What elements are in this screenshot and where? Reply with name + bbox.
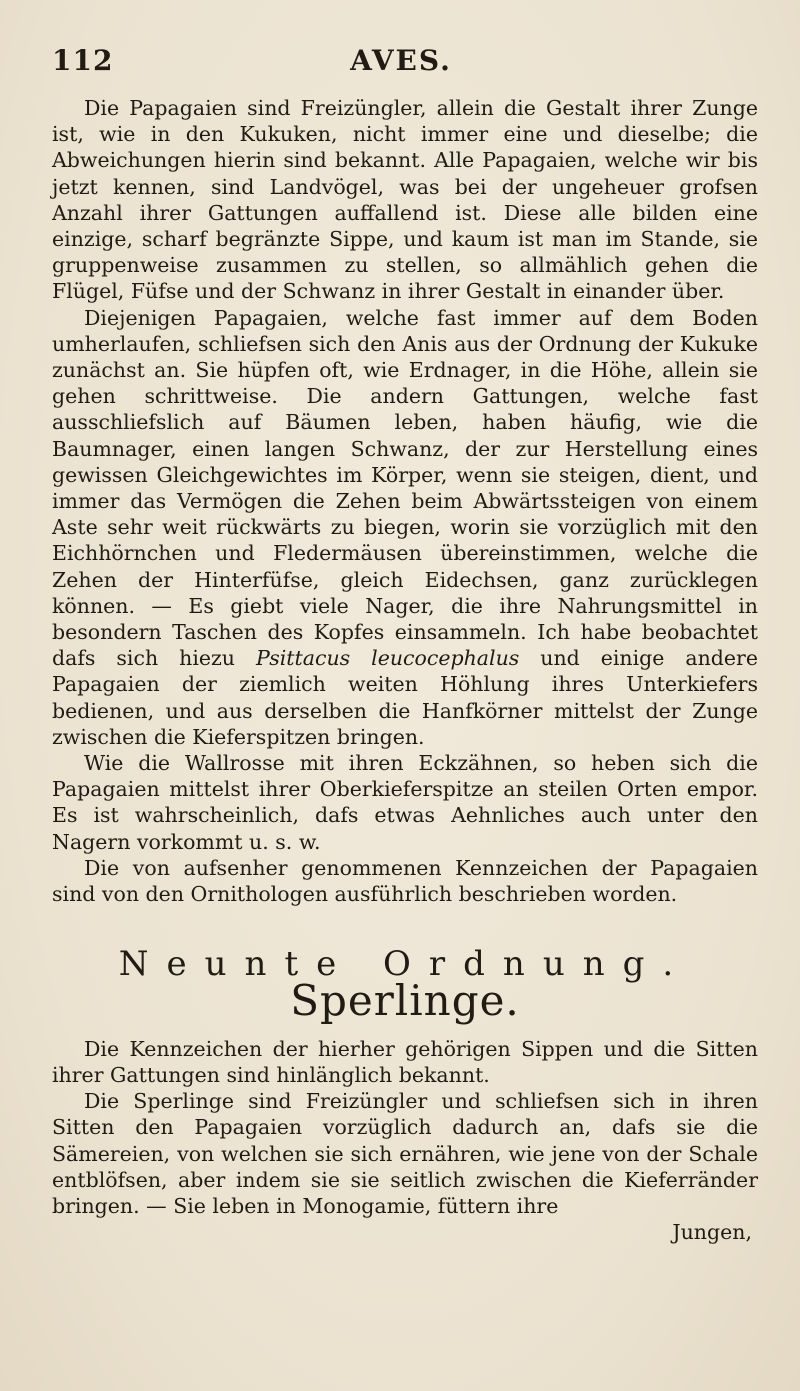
order-heading: Neunte Ordnung. (118, 944, 692, 985)
page-header (46, 44, 756, 84)
page-number: 112 (52, 44, 114, 77)
body-text (52, 95, 758, 1245)
paragraph-papagaien-boden (52, 305, 758, 750)
paragraph-text: und einige andere Papagaien der ziemlich weiten Höhlung ihres Unterkiefers bedienen, und aus derselben die Hanfkörner mittelst der Zunge zwischen die Kieferspitzen bringen. (52, 646, 758, 749)
running-head: AVES. (350, 44, 452, 77)
paragraph-text: Diejenigen Papagaien, welche fast immer auf dem Boden umherlaufen, schliefsen sich den Anis aus der Ordnung der Kukuke zunächst an. Sie hüpfen oft, wie Erdnager, in die Höhe, allein sie gehen schrittweise. Die andern Gattungen, welche fast ausschliefslich auf Bäumen leben, haben häufig, wie die Baumnager, einen langen Schwanz, der zur Herstellung eines gewissen Gleichgewichtes im Körper, wenn sie steigen, dient, und immer das Vermögen die Zehen beim Abwärtssteigen von einem Aste sehr weit rückwärts zu biegen, worin sie vorzüglich mit den Eichhörnchen und Fledermäusen übereinstimmen, welche die Zehen der Hinterfüfse, gleich Eidechsen, ganz zurücklegen können. — Es giebt viele Nager, die ihre Nahrungsmittel in besondern Taschen des Kopfes einsammeln. Ich habe beobachtet dafs sich hiezu (52, 305, 758, 671)
paragraph-papagaien-zunge: Die Papagaien sind Freizüngler, allein die Gestalt ihrer Zunge ist, wie in den Kukuken, nicht immer eine und dieselbe; die Abweichungen hierin sind bekannt. Alle Papagaien, welche wir bis jetzt kennen, sind Landvögel, was bei der ungeheuer grofsen Anzahl ihrer Gattungen auffallend ist. Diese alle bilden eine einzige, scharf begränzte Sippe, und kaum ist man im Stande, sie gruppenweise zusammen zu stellen, so allmählich gehen die Flügel, Füfse und der Schwanz in ihrer Gestalt in einander über. (52, 96, 758, 304)
paragraph-kennzeichen-papagaien: Die von aufsenher genommenen Kennzeichen der Papagaien sind von den Ornithologen ausführlich beschrieben worden. (52, 855, 758, 907)
catchword: Jungen, (672, 1220, 752, 1245)
species-name: Psittacus leucocephalus (255, 646, 520, 671)
paragraph-sperlinge-freizuengler: Die Sperlinge sind Freizüngler und schliefsen sich in ihren Sitten den Papagaien vorzüglich dadurch an, dafs sie die Sämereien, von welchen sie sich ernähren, wie jene von der Schale entblöfsen, aber indem sie sie seitlich zwischen die Kieferränder bringen. — Sie leben in Monogamie, füttern ihre (52, 1089, 758, 1218)
paragraph-sperlinge-kennzeichen: Die Kennzeichen der hierher gehörigen Sippen und die Sitten ihrer Gattungen sind hinlänglich bekannt. (52, 1036, 758, 1087)
paragraph-wallrosse: Wie die Wallrosse mit ihren Eckzähnen, so heben sich die Papagaien mittelst ihrer Oberkieferspitze an steilen Orten empor. Es ist wahrscheinlich, dafs etwas Aehnliches auch unter den Nagern vorkommt u. s. w. (52, 751, 758, 854)
family-heading: Sperlinge. (290, 975, 520, 1025)
